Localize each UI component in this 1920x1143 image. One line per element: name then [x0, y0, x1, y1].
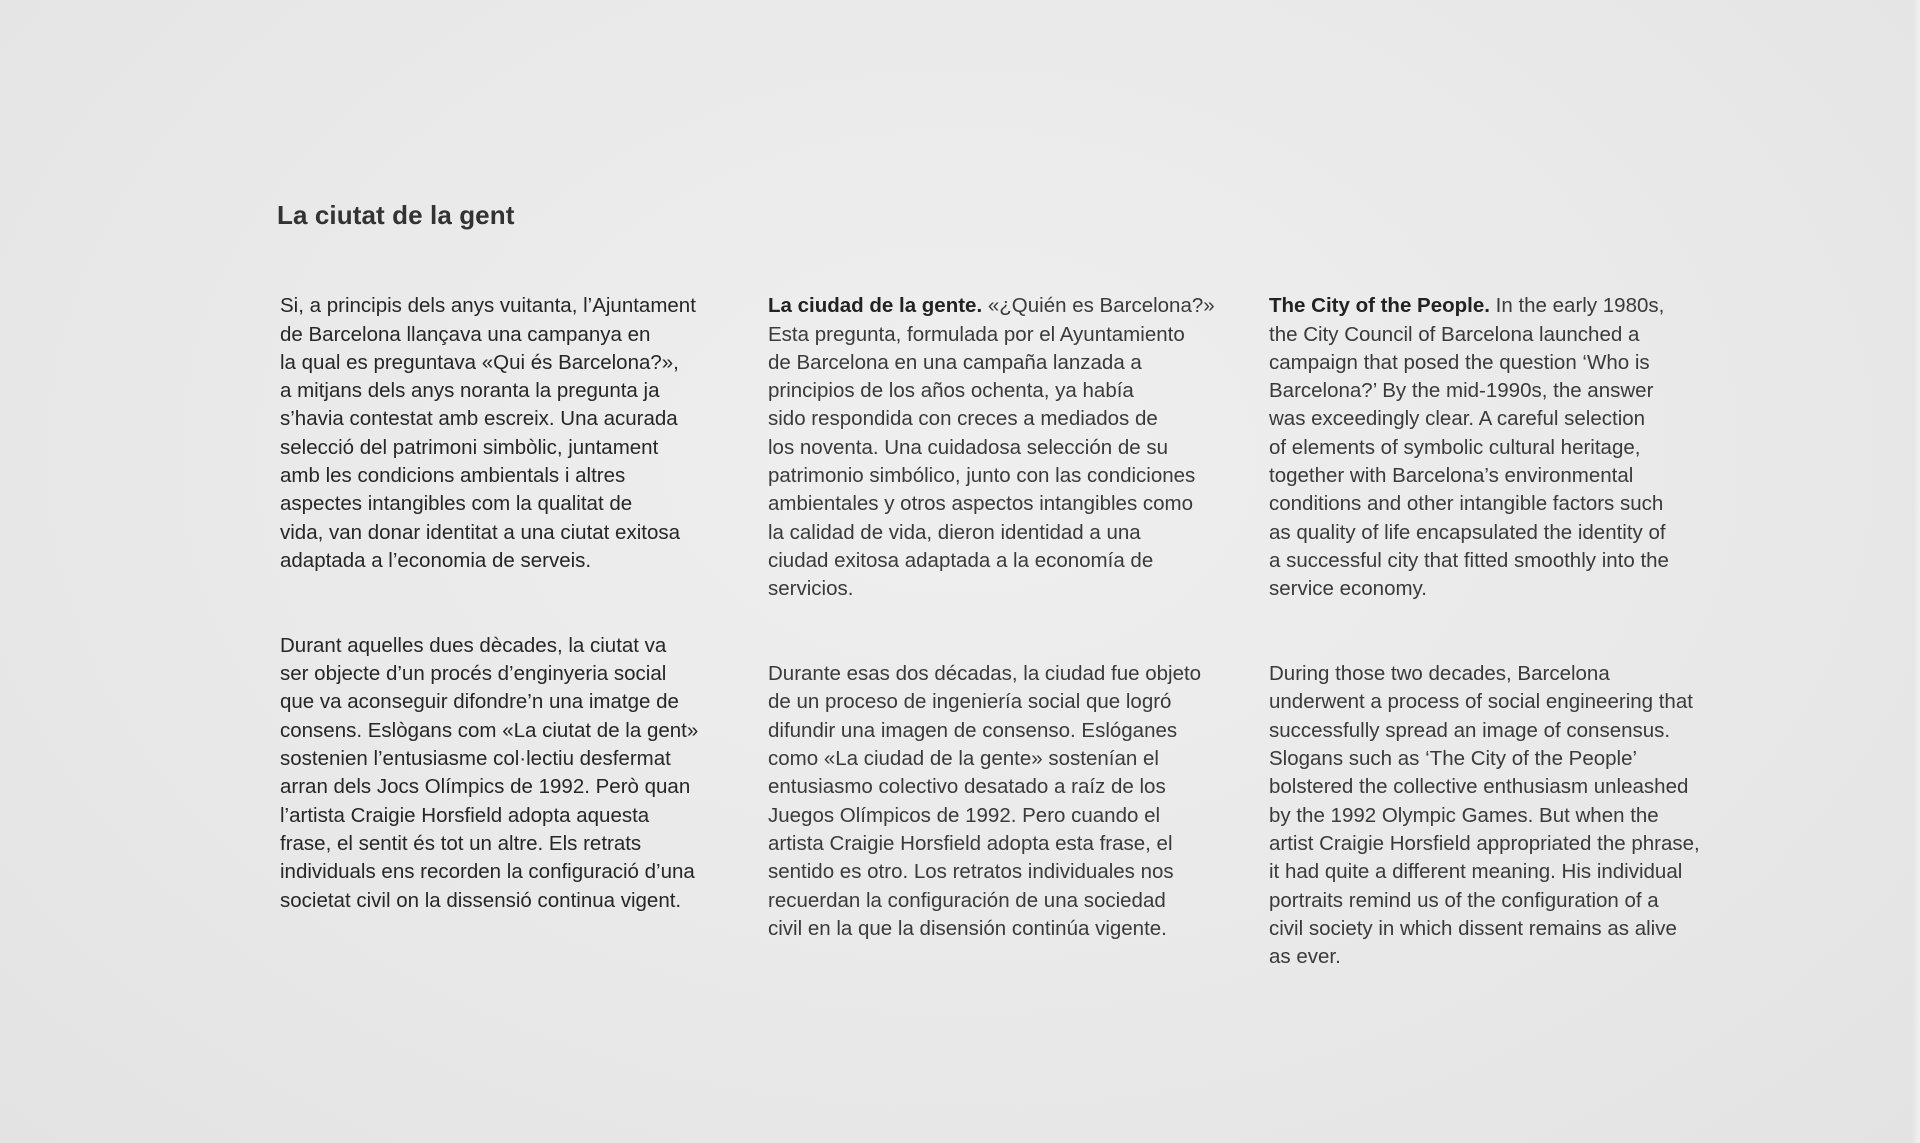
english-paragraph-1-text: In the early 1980s, the City Council of Barcelona launched a campaign that posed the question ‘Who is Barcelona?’ By the mid-1990s, the answer was exceedingly clear. A careful selection of elements of symbolic cultural heritage, together with Barcelona’s environmental conditions and other intangible factors such as quality of life encapsulated the identity of a successful city that fitted smoothly into the service economy. [1269, 294, 1669, 601]
wall-edge [1912, 0, 1920, 1143]
catalan-column [280, 264, 750, 971]
english-paragraph-1 [1269, 292, 1759, 603]
english-paragraph-2: During those two decades, Barcelona underwent a process of social engineering that successfully spread an image of consensus. Slogans such as ‘The City of the People’ bolstered the collective enthusiasm unleashed by the 1992 Olympic Games. But when the artist Craigie Horsfield appropriated the phrase, it had quite a different meaning. His individual portraits remind us of the configuration of a civil society in which dissent remains as alive as ever. [1269, 662, 1700, 969]
spanish-column [768, 264, 1258, 1000]
catalan-paragraph-1: Si, a principis dels anys vuitanta, l’Ajuntament de Barcelona llançava una campanya en la qual es preguntava «Qui és Barcelona?», a mitjans dels anys noranta la pregunta ja s’havia contestat amb escreix. Una acurada selecció del patrimoni simbòlic, juntament amb les condicions ambientals i altres aspectes intangibles com la qualitat de vida, van donar identitat a una ciutat exitosa adaptada a l’economia de serveis. [280, 294, 696, 572]
spanish-paragraph-1-text: «¿Quién es Barcelona?» Esta pregunta, formulada por el Ayuntamiento de Barcelona en una campaña lanzada a principios de los años ochenta, ya había sido respondida con creces a mediados de los noventa. Una cuidadosa selección de su patrimonio simbólico, junto con las condiciones ambientales y otros aspectos intangibles como la calidad de vida, dieron identidad a una ciudad exitosa adaptada a la economía de servicios. [768, 294, 1215, 601]
spanish-paragraph-1 [768, 292, 1258, 603]
english-column [1269, 264, 1759, 1028]
spanish-paragraph-2: Durante esas dos décadas, la ciudad fue objeto de un proceso de ingeniería social que logró difundir una imagen de consenso. Eslóganes como «La ciudad de la gente» sostenían el entusiasmo colectivo desatado a raíz de los Juegos Olímpicos de 1992. Pero cuando el artista Craigie Horsfield adopta esta frase, el sentido es otro. Los retratos individuales nos recuerdan la configuración de una sociedad civil en la que la disensión continúa vigente. [768, 662, 1202, 940]
catalan-paragraph-2: Durant aquelles dues dècades, la ciutat va ser objecte d’un procés d’enginyeria social que va aconseguir difondre’n una imatge de consens. Eslògans com «La ciutat de la gent» sostenien l’entusiasme col·lectiu desfermat arran dels Jocs Olímpics de 1992. Però quan l’artista Craigie Horsfield adopta aquesta frase, el sentit és tot un altre. Els retrats individuals ens recorden la configuració d’una societat civil on la dissensió continua vigent. [280, 633, 699, 912]
english-lead-heading: The City of the People. [1269, 294, 1490, 318]
page-title: La ciutat de la gent [277, 200, 515, 230]
spanish-lead-heading: La ciudad de la gente. [768, 294, 983, 318]
